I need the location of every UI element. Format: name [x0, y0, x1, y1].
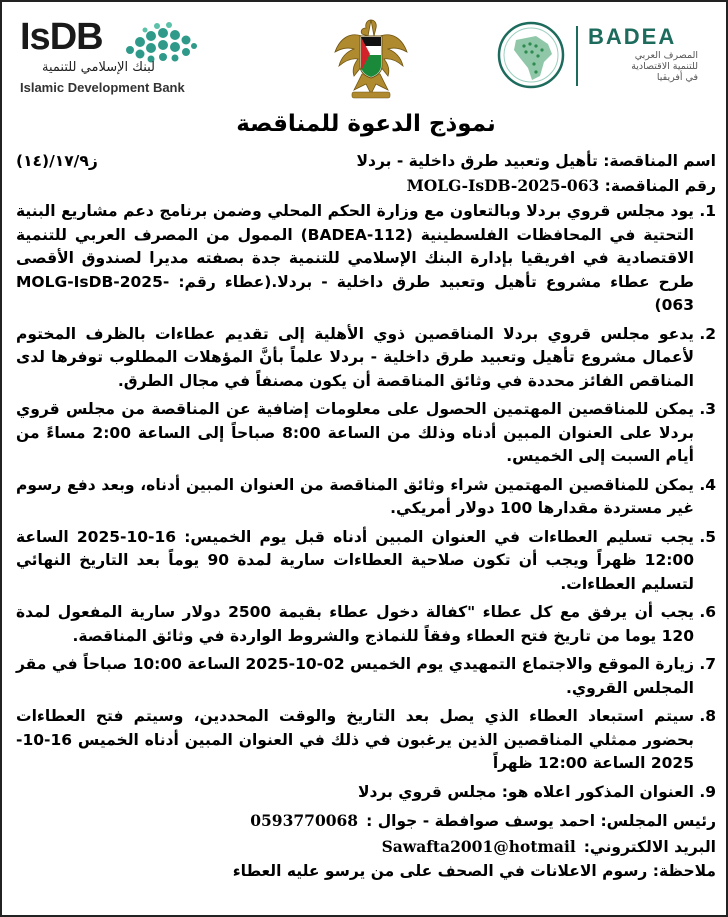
item-number: 1.: [699, 202, 716, 220]
item-number: 4.: [699, 475, 716, 494]
badea-logo: [496, 20, 716, 92]
item-text: يمكن للمناقصين المهتمين الحصول على معلومات إضافية عن المناقصة من مجلس قروي بردلا على العنوان المبين أدناه وذلك من الساعة 8:00 صباحاً إلى الساعة 2:00 مساءً من أيام السبت إلى الخميس.: [16, 400, 695, 465]
item-text: يدعو مجلس قروي بردلا المناقصين ذوي الأهلية إلى تقديم عطاءات بالظرف المختوم لأعمال مشروع تأهيل وتعبيد طرق داخلية - بردلا علماً بأنَّ المؤهلات المطلوب توفرها لدى المناقص الفائز محددة في وثائق المناقصة أن يكون مصنفاً في مجال الطرق.: [16, 324, 694, 390]
isdb-logo-arabic: لبنك الإسلامي للتنمية: [42, 60, 156, 75]
page-title: نموذج الدعوة للمناقصة: [236, 111, 496, 137]
tender-name: اسم المناقصة: تأهيل وتعبيد طرق داخلية - بردلا: [356, 152, 716, 170]
chair-phone: 0593770068: [250, 811, 359, 830]
list-item: [16, 705, 716, 776]
list-item: [16, 653, 716, 700]
chair-label: رئيس المجلس: احمد يوسف صوافطة - جوال :: [366, 812, 716, 830]
item-text: يمكن للمناقصين المهتمين شراء وثائق المناقصة من العنوان المبين أدناه، وبعد دفع رسوم غير مستردة مقدارها 100 دولار أمريكي.: [16, 475, 694, 517]
email-address: Sawafta2001@hotmail: [381, 836, 576, 856]
list-item: [16, 323, 716, 394]
badea-logo-word: BADEA: [588, 24, 677, 49]
item-number: 6.: [699, 603, 716, 621]
item-text: العنوان المذكور اعلاه هو: مجلس قروي بردلا: [357, 782, 694, 801]
header-logos: [2, 2, 728, 110]
list-item: [16, 601, 716, 648]
badea-logo-arabic: المصرف العربي للتنمية الاقتصادية في أفريقيا: [631, 50, 698, 83]
item-text: يود مجلس قروي بردلا وبالتعاون مع وزارة الحكم المحلي وضمن برنامج دعم مشاريع البنية التحتية في المحافظات الفلسطينية (BADEA-112) الممول من المصرف العربي للتنمية الاقتصادية في افريقيا بإدارة البنك الإسلامي للتنمية جدة بصفته مديرا لصندوق الأقصى طرح عطاء مشروع تأهيل وتعبيد طرق داخلية - بردلا.(عطاء رقم: MOLG-IsDB-2025-063): [16, 202, 694, 314]
contact-block: [16, 809, 716, 884]
isdb-logo: [20, 16, 220, 96]
email-label: البريد الالكتروني:: [583, 837, 716, 856]
isdb-logo-english: Islamic Development Bank: [20, 80, 185, 95]
list-item: [16, 200, 716, 318]
item-number: 8.: [699, 707, 716, 725]
badea-separator: [576, 26, 578, 86]
item-number: 3.: [699, 400, 716, 418]
tender-number-value: MOLG-IsDB-2025-063: [406, 175, 600, 195]
palestine-eagle-emblem-icon: [332, 14, 410, 100]
tender-body: [16, 150, 716, 885]
tender-number-row: [16, 174, 716, 199]
item-number: 2.: [699, 324, 716, 343]
item-text: يجب أن يرفق مع كل عطاء "كفالة دخول عطاء بقيمة 2500 دولار سارية المفعول لمدة 120 يوما من تاريخ فتح العطاء وفقاً للنماذج والشروط الواردة في وثائق المناقصة.: [16, 603, 694, 645]
isdb-logo-word: IsDB: [20, 16, 103, 58]
email-row: [16, 835, 716, 860]
note-row: ملاحظة: رسوم الاعلانات في الصحف على من يرسو عليه العطاء: [232, 862, 716, 880]
tender-number-label: رقم المناقصة:: [604, 176, 716, 195]
chair-row: [16, 809, 716, 834]
list-item: [16, 474, 716, 521]
list-item: [16, 526, 716, 597]
item-text: يجب تسليم العطاءات في العنوان المبين أدناه قبل يوم الخميس: 16-10-2025 الساعة 12:00 ظهراً ويجب أن تكون صلاحية العطاءات سارية لمدة 90 يوماً بعد التاريخ النهائي لتسليم العطاءات.: [16, 527, 694, 593]
tender-ref-code: ز١٧/٩/(١٤): [16, 152, 98, 170]
tender-items-list: [16, 200, 716, 804]
item-number: 7.: [699, 655, 716, 673]
tender-name-row: [16, 150, 716, 174]
item-number: 9.: [699, 782, 716, 801]
item-text: زيارة الموقع والاجتماع التمهيدي يوم الخميس 02-10-2025 الساعة 10:00 صباحاً في مقر المجلس القروي.: [16, 655, 695, 697]
africa-map-icon: [496, 20, 566, 90]
item-text: سيتم استبعاد العطاء الذي يصل بعد التاريخ والوقت المحددين، وسيتم فتح العطاءات بحضور ممثلي المناقصين الذين يرغبون في ذلك في العنوان المبين أدناه الخميس 16-10-2025 الساعة 12:00 ظهراً: [16, 707, 694, 772]
list-item: [16, 398, 716, 469]
item-number: 5.: [699, 527, 716, 546]
list-item: [16, 781, 716, 805]
